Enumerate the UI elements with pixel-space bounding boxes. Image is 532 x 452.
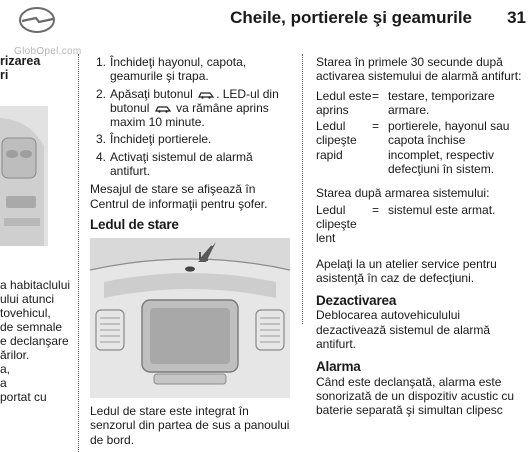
left-body-line: a, xyxy=(0,362,11,376)
steps-list xyxy=(90,55,290,178)
step-item: 3. Închideţi portierele. xyxy=(96,132,212,147)
deactivation-heading: Dezactivarea xyxy=(316,293,397,309)
left-body-line: de semnale xyxy=(0,320,63,334)
left-heading-line: rizarea xyxy=(0,54,41,68)
page-number: 31 xyxy=(507,8,526,27)
equals-sign: = xyxy=(372,119,380,134)
steps-block xyxy=(90,55,290,232)
step-item: 1. Închideţi hayonul, capota, geamurile şi trapa. xyxy=(96,55,247,84)
alarm-text: Când este declanşată, alarma este sonorizată de un dispozitiv acustic cu baterie separată şi simultan clipesc xyxy=(316,374,515,418)
left-body-line: tovehicul, xyxy=(0,306,51,320)
dashboard-illustration xyxy=(90,238,290,398)
step-item: 4. Activaţi sistemul de alarmă antifurt. xyxy=(96,149,253,179)
left-heading-line: ri xyxy=(0,68,9,82)
watermark-text: GlobOpel.com xyxy=(14,46,82,57)
status-table-second xyxy=(316,203,522,248)
equals-sign: = xyxy=(372,202,380,217)
car-lock-icon xyxy=(198,90,214,99)
page-title: Cheile, portierele şi geamurile xyxy=(230,8,472,27)
led-state-label: Ledul clipeşte lent xyxy=(316,202,357,246)
step-item: 2. Apăsaţi butonul . LED-ul din butonul va rămâne aprins maxim 10 minute. xyxy=(96,86,279,130)
deactivation-text: Deblocarea autovehiculului dezactivează sistemul de alarmă antifurt. xyxy=(316,308,491,352)
left-body-line: e declanşare xyxy=(0,334,69,348)
led-state-meaning: testare, temporizare armare. xyxy=(388,88,495,117)
car-lock-icon xyxy=(155,104,171,113)
alarm-heading: Alarma xyxy=(316,359,361,375)
column-divider-right xyxy=(302,54,303,324)
after-arming-text: Starea după armarea sistemului: xyxy=(316,186,490,201)
left-body-line: portat cu xyxy=(0,390,47,404)
led-state-meaning: sistemul este armat. xyxy=(388,202,496,217)
left-heading xyxy=(0,54,80,82)
brand-logo-icon xyxy=(16,6,58,34)
led-state-label: Ledul clipeşte rapid xyxy=(316,119,357,162)
status-led-caption: Ledul de stare este integrat în senzorul din partea de sus a panoului de bord. xyxy=(90,404,290,447)
service-note-text: Apelaţi la un atelier service pentru asistenţă în caz de defecţiuni. xyxy=(316,256,497,285)
left-body-line: ului atunci xyxy=(0,292,55,306)
left-body-line: a xyxy=(0,376,7,390)
left-body-text xyxy=(0,278,82,404)
left-body-line: ărilor. xyxy=(0,348,30,362)
equals-sign: = xyxy=(372,88,380,103)
status-led-heading: Ledul de stare xyxy=(90,216,179,232)
status-table-first xyxy=(316,89,522,179)
led-state-label: Ledul este aprins xyxy=(316,88,372,117)
led-state-meaning: portierele, hayonul sau capota închise incomplet, respectiv defecţiuni în sistem. xyxy=(388,119,510,177)
left-body-line: a habitaclului xyxy=(0,278,71,292)
arming-intro-text: Starea în primele 30 secunde după activarea sistemului de alarmă antifurt: xyxy=(316,55,522,84)
status-message-text: Mesajul de stare se afişează în Centrul de informaţii pentru şofer. xyxy=(90,182,268,211)
right-column xyxy=(316,55,522,418)
roof-console-photo xyxy=(0,106,48,246)
